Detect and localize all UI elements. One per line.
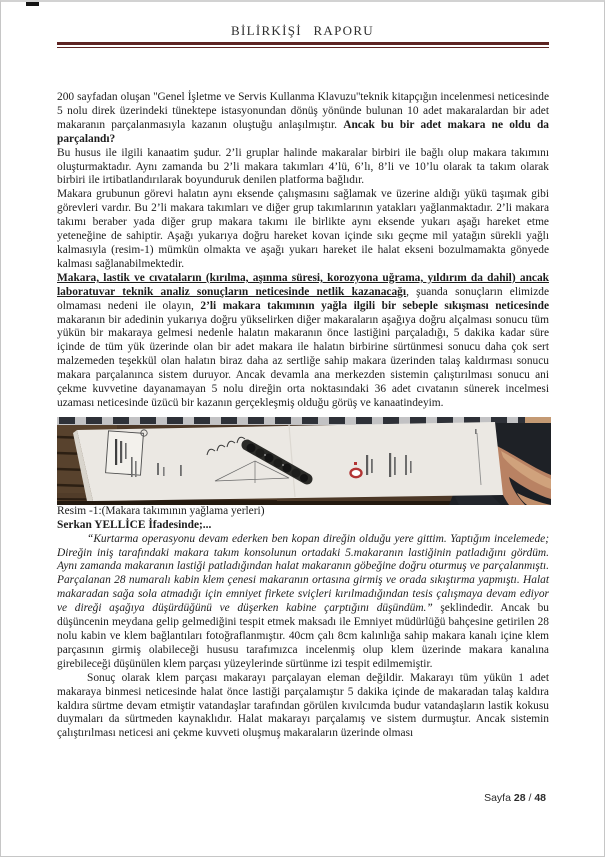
figure-caption: Resim -1:(Makara takımının yağlama yerleri) bbox=[57, 504, 265, 517]
paragraph-witness-statement bbox=[57, 533, 549, 672]
paragraph-text: Makara grubunun görevi halatın aynı eksende çalışmasını sağlamak ve üzerine aldığı yükü taşımak gibi görevleri vardır. Bu 2’li makara takımları ve diğer grup takımlarının yatakları yağlanmaktadır. 2’li makara takımı beraber yada diğer grup makara takımı ile birlikte aynı eksende yukarı aşağı hareket etme yeteneğine de sahiptir. Aşağı yukarıya doğru hareket kovan içinde sıkı geçme mil yatağın sürekli yağlı kalmasıyla (resim-1) mümkün olmakta ve aşağı yukarı hareket ile halat ekseni bozulmamakta gönyede kalması sağlanabilmektedir. bbox=[57, 188, 549, 270]
scan-artifact bbox=[26, 2, 39, 6]
footer-label: Sayfa bbox=[484, 792, 511, 804]
paragraph-text: Bu husus ile ilgili kanaatim şudur. 2’li gruplar halinde makaralar birbiri ile bağlı olup makara takımını oluşturmaktadır. Aynı zamanda bu 2’li makara takımları 4’lü, 6’lı, 8’li ve 10’lu olarak ta takım olarak birbiri ile irtibatlandırılarak boyunduruk denilen platforma bağlıdır. bbox=[57, 146, 549, 187]
manual-page bbox=[73, 422, 503, 501]
paragraph-text: , şuanda sonuçların elimizde olmaması nedeni ile olayın, bbox=[57, 285, 549, 312]
paragraph-conclusion bbox=[57, 672, 549, 742]
page-footer bbox=[484, 792, 546, 804]
footer-separator: / bbox=[528, 792, 532, 804]
page-number-total: 48 bbox=[534, 792, 546, 804]
bold-text: 2’li makara takımının yağla ilgili bir sebeple sıkışması neticesinde bbox=[200, 299, 549, 312]
paragraph-pulley-function bbox=[57, 188, 549, 271]
bold-question: Ancak bu bir adet makara ne oldu da parçalandı? bbox=[57, 118, 550, 145]
figure-photo bbox=[57, 417, 551, 505]
paragraph-text: makaranın bir adedinin yukarıya doğru yükselirken diğer makaraların aşağıya doğru alçalması sonucu tüm yükün bir makaraya gelmesi nedenle halatın makaranın önce lastiğini parçaladığı, 5 dakika kadar süre içinde de tüm yük üzerinde olan bir adet makara ile halatın birbirine sürtünmesi sonucu daha çok sert malzemeden teşekkül olan halatın biraz daha az sertliğe sahip makara üzerinden talaş kaldırması sonucu makara parçalanınca sistem duruyor. Ancak devamla ana merkezden sistemin çalıştırılması sonucu ani çekme kuvvetine dayanamayan 5 nolu direğin orta noktasındaki 36 adet cıvatanın sünerek incelmesi uzaması neticesinde üzücü bir kazanın gerçekleşmiş olduğu görüş ve kanaatindeyim. bbox=[57, 313, 549, 409]
report-body bbox=[57, 91, 549, 741]
title-block bbox=[106, 430, 148, 477]
figure-1 bbox=[57, 417, 549, 505]
page-number-current: 28 bbox=[513, 792, 526, 804]
paragraph-text: Sonuç olarak klem parçası makarayı parçalayan eleman değildir. Makarayı tüm yükün 1 adet makaraya binmesi neticesinde halat önce lastiği parçalamıştır 5 dakika içinde de makaradan talaş kaldıra kaldıra sürtme devam etmiştir vatandaşlar tarafından görülen kıvılcımda budur vatandaşların lastik kokusu duymaları da sürtmeden kaynaklıdır. Halat makarayı parçalamış ve sistem durmuştur. Ancak sistemin çalıştırılması neticesi ani çekme kuvveti oluşmuş makaraların üzerinde olması bbox=[57, 671, 549, 740]
page-title: BİLİRKİŞİ RAPORU bbox=[230, 23, 374, 38]
paragraph-lab-analysis bbox=[57, 272, 549, 411]
quoted-statement: “Kurtarma operasyonu devam ederken ben kopan direğin olduğu yere gittim. Yaptığım incelemede; Direğin iniş tarafındaki makara takım konsolunun ortadaki 5.makaranın lastiğinin patladığını gördüm. Aynı zamanda makaranın lastiği patladığından halat makaranın göbeğine doğru oturmuş ve parçalanmıştı. Parçalanan 28 numaralı kabin klem çenesi makaranın ortasına girmiş ve orada sıkıştırma yapmıştı. Halat makaradan sağa sola atmadığı için emniyet firkete sviçleri kırılmadığından tesis çalışmaya devam ediyor ve direği aşağıya düşürdüğünü ve düşerken kabine çarptığını düşündüm.” bbox=[57, 532, 549, 615]
statement-heading: Serkan YELLİCE İfadesinde;... bbox=[57, 518, 212, 531]
paragraph-text: şeklindedir. Ancak bu düşüncenin meydana gelip gelmediğini tespit etmek maksadı ile Emniyet müdürlüğü bahçesine getirilen 28 nolu kabin ve klem bağlantıları fotoğraflanmıştır. 40cm çalı 8cm kalınlığa sahip makara kanalı içine klem parçasının girmiş olabileceği hususu tarafımızca incelenmiş olup klem üzerinde makara kanalına girebileceği düşünülen klem parçası yüzeylerinde sürtünme izi tespit edilmemiştir. bbox=[57, 602, 549, 670]
paragraph-manual-finding bbox=[57, 91, 549, 147]
paragraph-opinion bbox=[57, 147, 549, 189]
bold-underline-text: Makara, lastik ve cıvataların (kırılma, aşınma süresi, korozyona uğrama, yıldırım da dahil) ancak laboratuvar teknik analiz sonuçların neticesinde netlik kazanacağı bbox=[57, 271, 549, 298]
header-divider bbox=[57, 42, 549, 48]
paragraph-text: 200 sayfadan oluşan ''Genel İşletme ve Servis Kullanma Klavuzu''teknik kitapçığın incelenmesi neticesinde 5 nolu direk üzerindeki tünektepe istasyonundan dönüş yönünde bulunan 10 adet makaralardan bir adet makaranın parçalanmasıyla kazanın oluştuğu anlaşılmıştır. bbox=[57, 91, 549, 131]
